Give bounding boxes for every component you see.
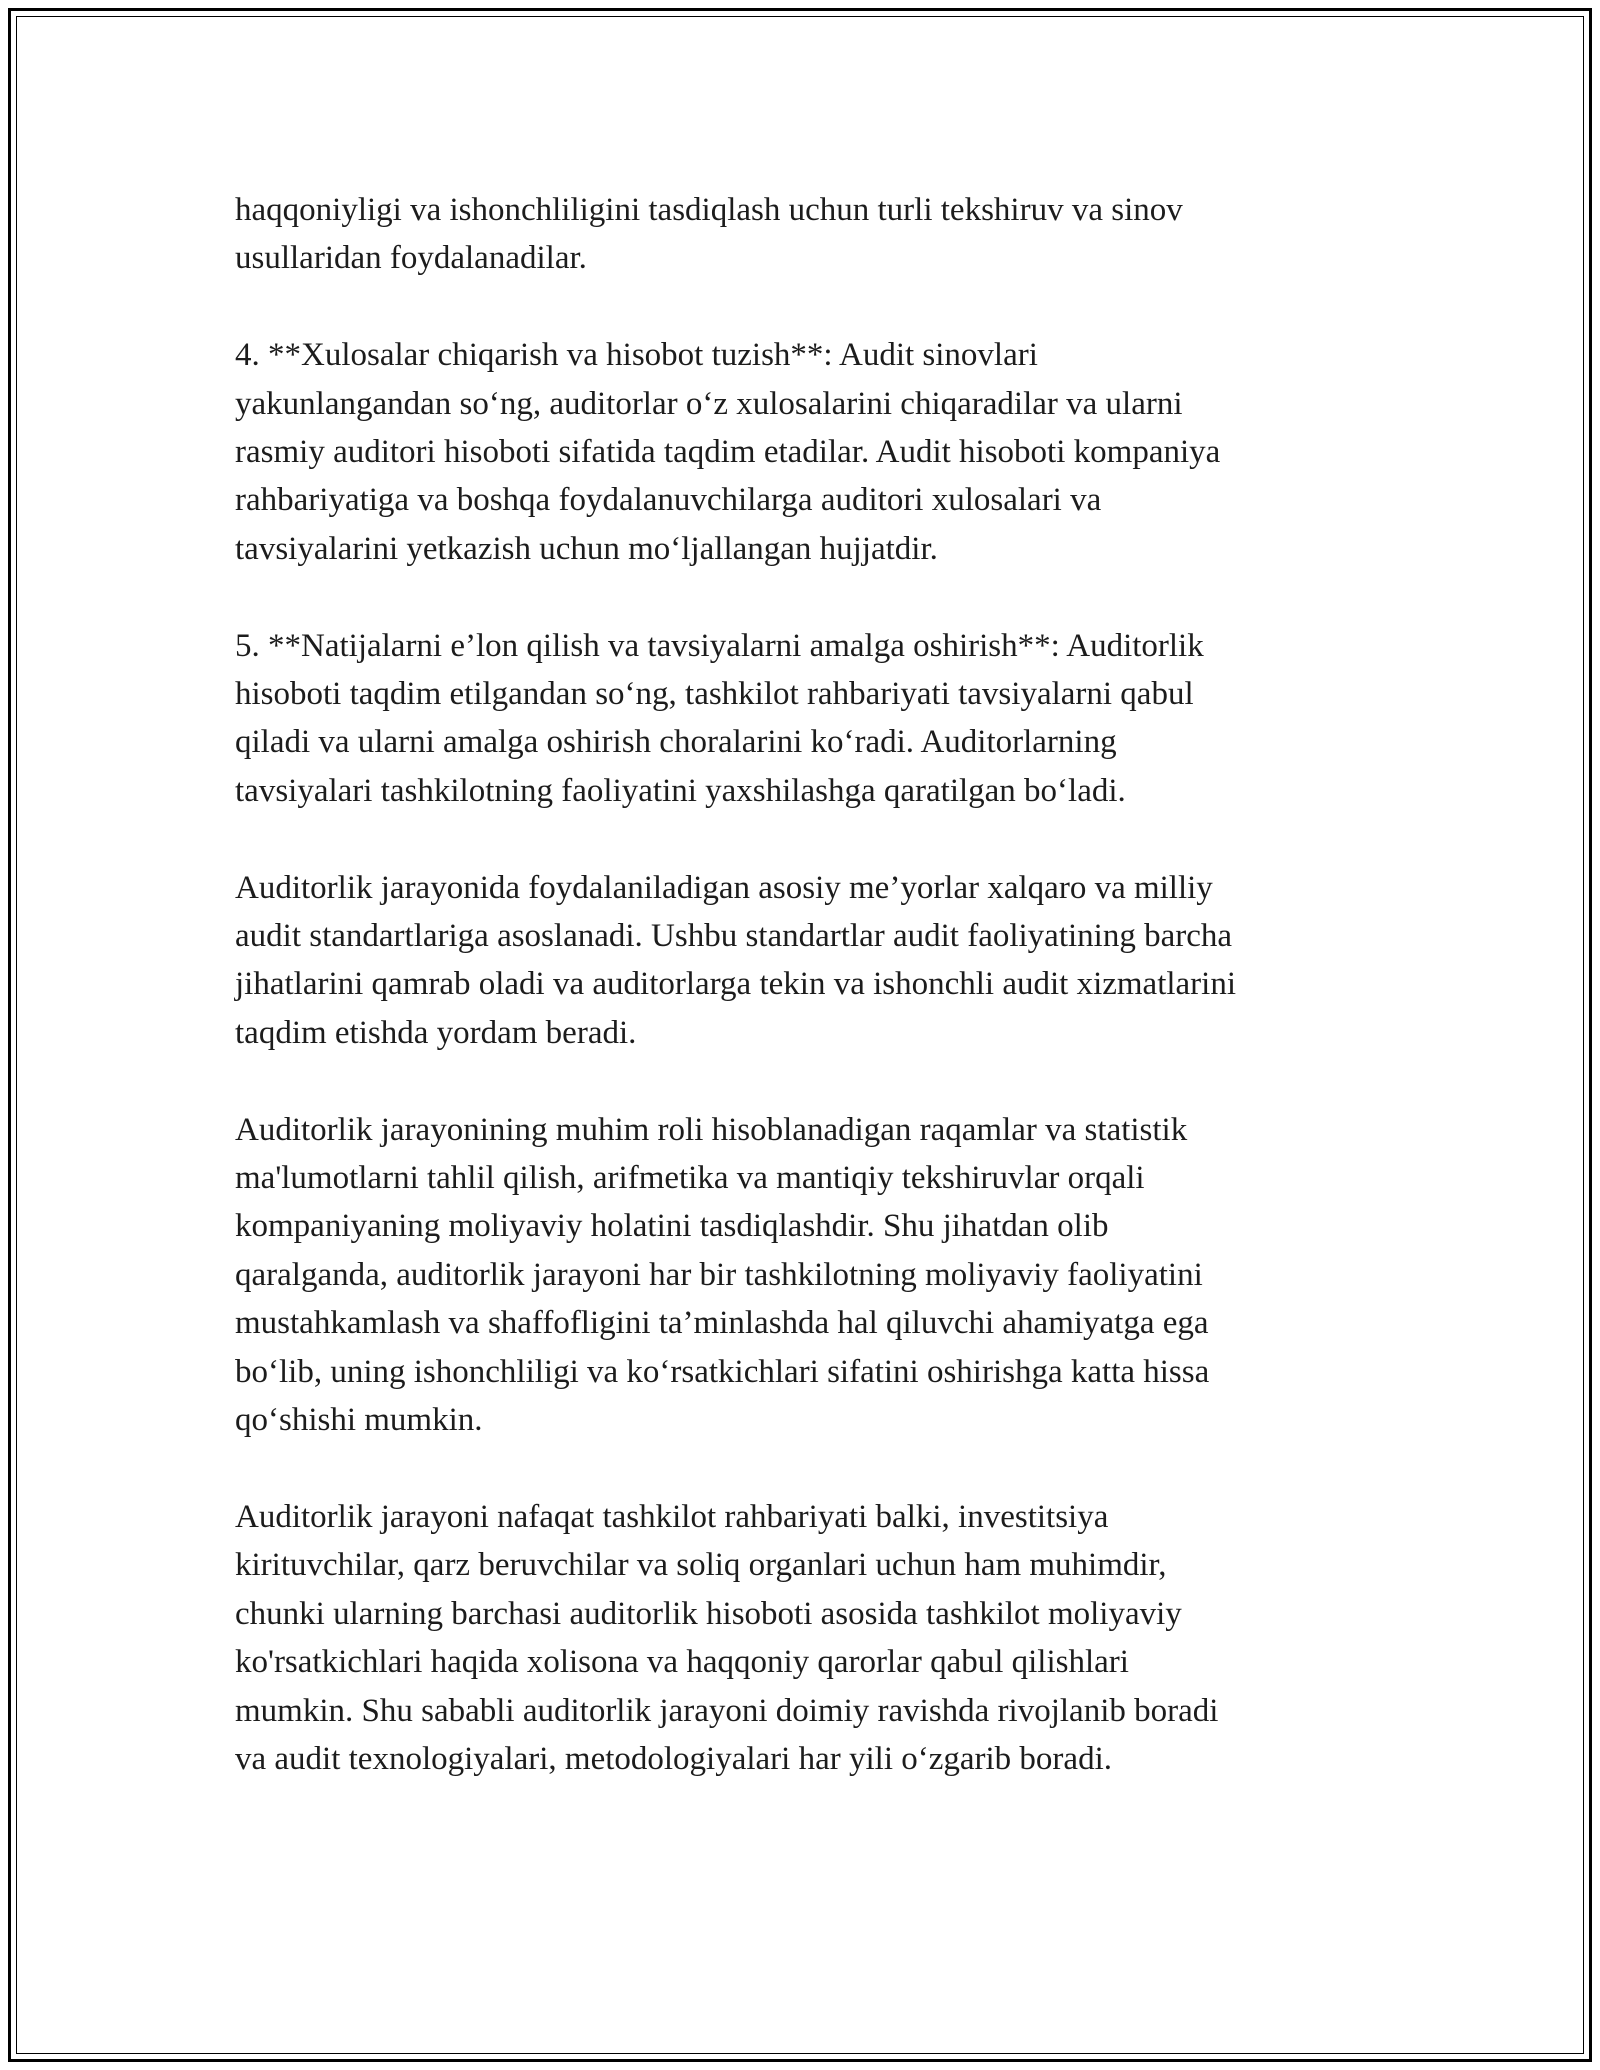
paragraph-standards: Auditorlik jarayonida foydalaniladigan asosiy me’yorlar xalqaro va milliy audit standartlariga asoslanadi. Ushbu standartlar audit faoliyatining barcha jihatlarini qamrab oladi va auditorlarga tekin va ishonchli audit xizmatlarini taqdim etishda yordam beradi.	[235, 869, 1237, 1051]
paragraph-step-5: 5. **Natijalarni e’lon qilish va tavsiyalarni amalga oshirish**: Auditorlik hisoboti taqdim etilgandan so‘ng, tashkilot rahbariyati tavsiyalarni qabul qiladi va ularni amalga oshirish choralarini ko‘radi. Auditorlarning tavsiyalari tashkilotning faoliyatini yaxshilashga qaratilgan bo‘ladi.	[235, 627, 1204, 809]
paragraph-importance: Auditorlik jarayoni nafaqat tashkilot rahbariyati balki, investitsiya kirituvchilar, qarz beruvchilar va soliq organlari uchun ham muhimdir, chunki ularning barchasi auditorlik hisoboti asosida tashkilot moliyaviy ko'rsatkichlari haqida xolisona va haqqoniy qarorlar qabul qilishlari mumkin. Shu sababli auditorlik jarayoni doimiy ravishda rivojlanib boradi va audit texnologiyalari, metodologiyalari har yili o‘zgarib boradi.	[235, 1498, 1219, 1777]
paragraph-role: Auditorlik jarayonining muhim roli hisoblanadigan raqamlar va statistik ma'lumotlarni tahlil qilish, arifmetika va mantiqiy tekshiruvlar orqali kompaniyaning moliyaviy holatini tasdiqlashdir. Shu jihatdan olib qaralganda, auditorlik jarayoni har bir tashkilotning moliyaviy faoliyatini mustahkamlash va shaffofligini ta’minlashda hal qiluvchi ahamiyatga ega bo‘lib, uning ishonchliligi va ko‘rsatkichlari sifatini oshirishga katta hissa qo‘shishi mumkin.	[235, 1111, 1210, 1439]
paragraph-continuation: haqqoniyligi va ishonchliligini tasdiqlash uchun turli tekshiruv va sinov usullaridan foydalanadilar.	[235, 192, 1183, 277]
document-body	[235, 186, 1365, 1832]
paragraph-step-4: 4. **Xulosalar chiqarish va hisobot tuzish**: Audit sinovlari yakunlangandan so‘ng, auditorlar o‘z xulosalarini chiqaradilar va ularni rasmiy auditori hisoboti sifatida taqdim etadilar. Audit hisoboti kompaniya rahbariyatiga va boshqa foydalanuvchilarga auditori xulosalari va tavsiyalarini yetkazish uchun mo‘ljallangan hujjatdir.	[235, 337, 1221, 567]
